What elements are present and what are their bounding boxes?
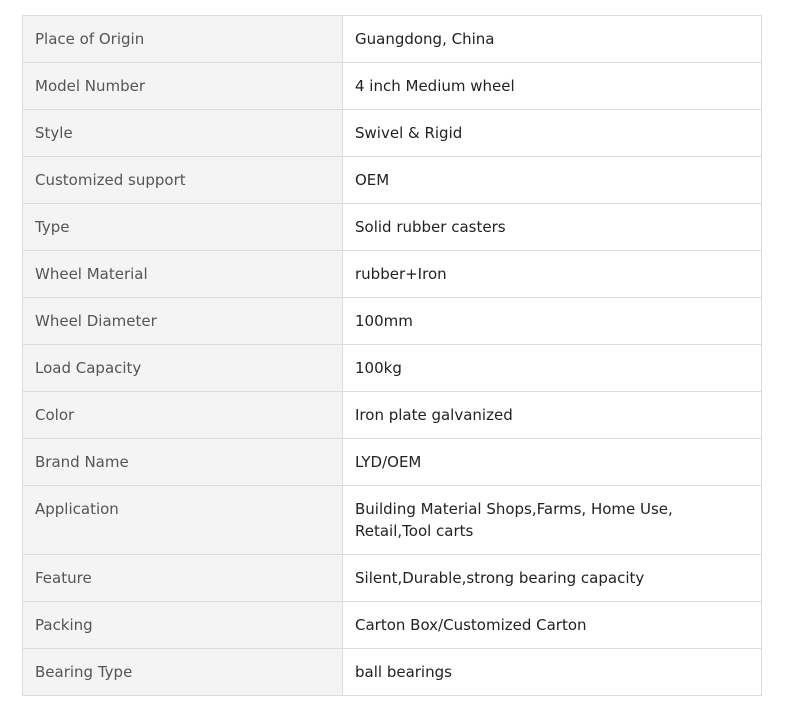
spec-value: Solid rubber casters [343, 204, 762, 251]
spec-value: Guangdong, China [343, 16, 762, 63]
spec-value: ball bearings [343, 649, 762, 696]
spec-value: Building Material Shops,Farms, Home Use, Retail,Tool carts [343, 486, 762, 555]
spec-label: Bearing Type [23, 649, 343, 696]
spec-value: 100kg [343, 345, 762, 392]
spec-label: Feature [23, 555, 343, 602]
spec-value: Swivel & Rigid [343, 110, 762, 157]
spec-row-load-capacity [23, 345, 762, 392]
spec-value: rubber+Iron [343, 251, 762, 298]
spec-label: Packing [23, 602, 343, 649]
spec-table-body [23, 16, 762, 696]
spec-row-style [23, 110, 762, 157]
spec-value: 4 inch Medium wheel [343, 63, 762, 110]
spec-label: Place of Origin [23, 16, 343, 63]
spec-row-model-number [23, 63, 762, 110]
spec-row-packing [23, 602, 762, 649]
spec-label: Type [23, 204, 343, 251]
spec-label: Brand Name [23, 439, 343, 486]
spec-value: Silent,Durable,strong bearing capacity [343, 555, 762, 602]
spec-value: 100mm [343, 298, 762, 345]
spec-label: Color [23, 392, 343, 439]
spec-value: Iron plate galvanized [343, 392, 762, 439]
spec-row-type [23, 204, 762, 251]
spec-label: Application [23, 486, 343, 555]
spec-row-place-of-origin [23, 16, 762, 63]
spec-label: Model Number [23, 63, 343, 110]
spec-row-color [23, 392, 762, 439]
spec-row-wheel-diameter [23, 298, 762, 345]
spec-row-wheel-material [23, 251, 762, 298]
spec-row-feature [23, 555, 762, 602]
spec-label: Customized support [23, 157, 343, 204]
spec-label: Wheel Diameter [23, 298, 343, 345]
spec-row-bearing-type [23, 649, 762, 696]
spec-row-brand-name [23, 439, 762, 486]
spec-label: Wheel Material [23, 251, 343, 298]
spec-row-application [23, 486, 762, 555]
spec-value: OEM [343, 157, 762, 204]
product-spec-table [22, 15, 762, 696]
spec-value: LYD/OEM [343, 439, 762, 486]
spec-row-customized-support [23, 157, 762, 204]
spec-value: Carton Box/Customized Carton [343, 602, 762, 649]
spec-label: Load Capacity [23, 345, 343, 392]
spec-label: Style [23, 110, 343, 157]
